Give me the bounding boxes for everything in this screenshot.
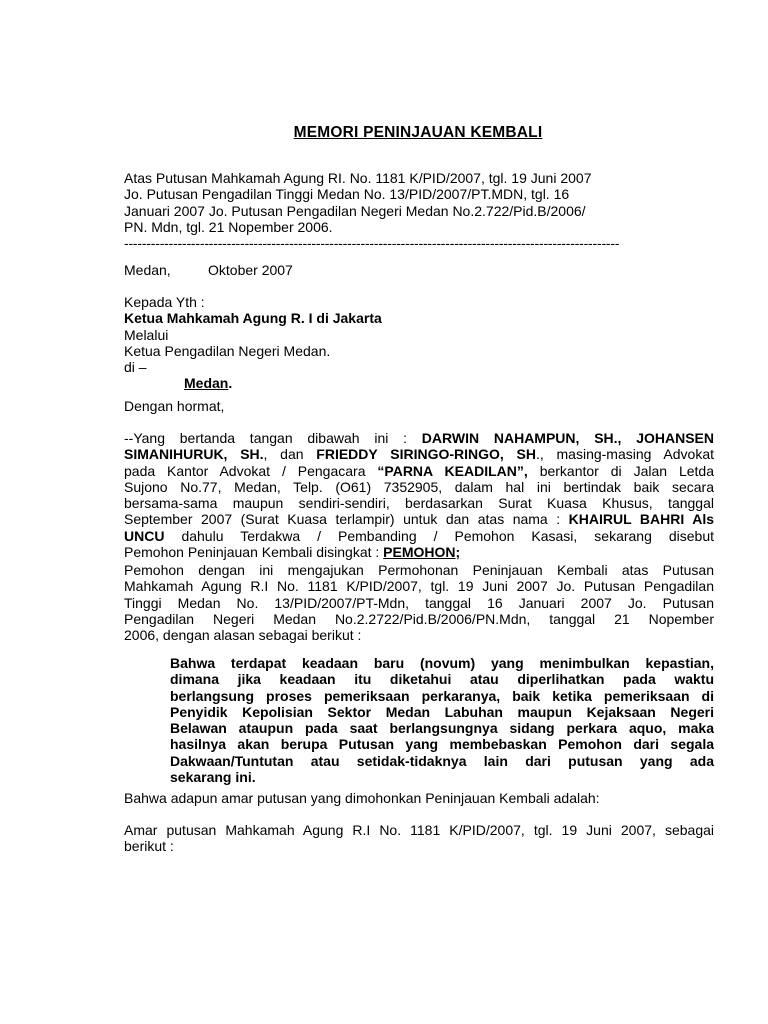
novum-paragraph	[170, 655, 714, 785]
text-line: Tinggi Medan No. 13/PID/2007/PT-Mdn, tanggal 16 Januari 2007 Jo. Putusan	[124, 594, 714, 611]
text-line: 2006, dengan alasan sebagai berikut :	[124, 627, 362, 644]
text-line: bersama-sama maupun sendiri-sendiri, berdasarkan Surat Kuasa Khusus, tanggal	[124, 495, 714, 512]
recipient-pengadilan: Ketua Pengadilan Negeri Medan.	[124, 342, 331, 359]
text-line: Dakwaan/Tuntutan atau setidak-tidaknya lain dari putusan yang ada	[170, 752, 714, 769]
text-line: Penyidik Kepolisian Sektor Medan Labuhan maupun Kejaksaan Negeri	[170, 703, 714, 720]
text-run: September 2007 (Surat Kuasa terlampir) untuk dan atas nama :	[124, 511, 561, 528]
paragraph-amar-intro: Bahwa adapun amar putusan yang dimohonkan Peninjauan Kembali adalah:	[124, 790, 600, 806]
recipient-block	[124, 294, 714, 392]
advocate-name: SIMANIHURUK, SH.	[124, 446, 264, 463]
reference-line: Jo. Putusan Pengadilan Tinggi Medan No. 13/PID/2007/PT.MDN, tgl. 16	[124, 186, 570, 203]
reference-line: PN. Mdn, tgl. 21 Nopember 2006.	[124, 218, 333, 235]
separator-line: ---------------------------------------------------------------------------------------------------------------	[124, 235, 620, 252]
text-run: pada Kantor Advokat / Pengacara	[124, 462, 366, 479]
text-line: hasilnya akan berupa Putusan yang membebaskan Pemohon dari segala	[170, 736, 714, 753]
reference-line: Januari 2007 Jo. Putusan Pengadilan Negeri Medan No.2.722/Pid.B/2006/	[124, 202, 586, 219]
text-line: berikut :	[124, 838, 174, 855]
text-line: Sujono No.77, Medan, Telp. (O61) 7352905, dalam hal ini bertindak baik secara	[124, 478, 714, 495]
text-run: dahulu Terdakwa / Pembanding / Pemohon Kasasi, sekarang disebut	[181, 527, 715, 544]
law-office-name: “PARNA KEADILAN”,	[377, 462, 528, 479]
paragraph-identity	[124, 430, 714, 560]
greeting: Dengan hormat,	[124, 398, 225, 414]
text-line: Pengadilan Negeri Medan No.2.2722/Pid.B/2006/PN.Mdn, tanggal 21 Nopember	[124, 610, 714, 627]
recipient-ketua: Ketua Mahkamah Agung R. I di Jakarta	[124, 310, 382, 327]
text-run: Pemohon Peninjauan Kembali disingkat :	[124, 544, 380, 561]
text-line: sekarang ini.	[170, 769, 256, 786]
client-name: KHAIRUL BAHRI Als	[568, 511, 714, 528]
pemohon-label: PEMOHON;	[383, 544, 461, 561]
text-run: berkantor di Jalan Letda	[539, 462, 714, 479]
recipient-melalui: Melalui	[124, 326, 169, 343]
date-label: Oktober 2007	[208, 262, 293, 278]
text-line: Belawan ataupun pada saat berlangsungnya sidang perkara aquo, maka	[170, 720, 714, 737]
text-line: dimana jika keadaan itu diketahui atau diperlihatkan pada waktu	[170, 671, 714, 688]
text-line: Amar putusan Mahkamah Agung R.I No. 1181 K/PID/2007, tgl. 19 Juni 2007, sebagai	[124, 822, 714, 838]
text-line: berlangsung proses pemeriksaan perkaranya, baik ketika pemeriksaan di	[170, 687, 714, 704]
place-label: Medan,	[124, 262, 171, 278]
paragraph-amar	[124, 822, 714, 855]
paragraph-request	[124, 562, 714, 643]
text-run: , dan	[263, 446, 304, 463]
recipient-di: di –	[124, 359, 147, 376]
client-alias: UNCU	[124, 527, 165, 544]
advocate-name: FRIEDDY SIRINGO-RINGO, SH	[316, 446, 536, 463]
text-run: ., masing-masing Advokat	[535, 446, 714, 463]
text-line: Mahkamah Agung R.I No. 1181 K/PID/2007, tgl. 19 Juni 2007 Jo. Putusan Pengadilan	[124, 578, 714, 595]
place-date	[124, 262, 714, 278]
document-title: MEMORI PENINJAUAN KEMBALI	[293, 124, 543, 141]
text-line: Bahwa terdapat keadaan baru (novum) yang menimbulkan kepastian,	[170, 655, 714, 671]
reference-line: Atas Putusan Mahkamah Agung RI. No. 1181 K/PID/2007, tgl. 19 Juni 2007	[124, 170, 592, 186]
text-run: --Yang bertanda tangan dibawah ini :	[124, 430, 408, 446]
recipient-kepada: Kepada Yth :	[124, 294, 205, 310]
advocate-names: DARWIN NAHAMPUN, SH., JOHANSEN	[421, 430, 714, 446]
recipient-kota-suffix: .	[228, 375, 233, 392]
recipient-kota: Medan	[184, 375, 229, 392]
text-line: Pemohon dengan ini mengajukan Permohonan Peninjauan Kembali atas Putusan	[124, 562, 714, 578]
decision-reference	[124, 170, 714, 251]
